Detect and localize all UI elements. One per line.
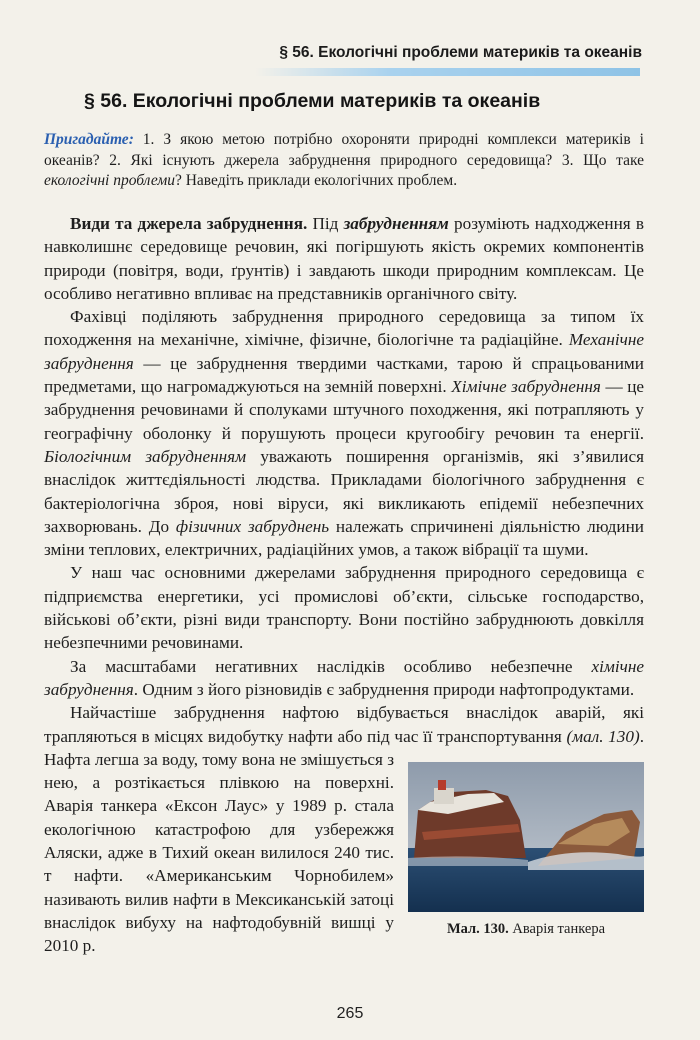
recall-text-1: 1. З якою метою потрібно охороняти природні комплекси материків і океанів? 2. Які існують джерела забруднення природного середовища? 3. Що таке xyxy=(44,131,644,169)
figure-caption-text: Аварія танкера xyxy=(508,920,606,937)
paragraph-3: У наш час основними джерелами забруднення природного середовища є підприємства енергетики, усі промислові об’єкти, сільське господарство, військові об’єкти, різні види транспорту. Вони постійно забруднюють довкілля небезпечними речовинами. xyxy=(44,563,644,653)
recall-questions xyxy=(44,130,644,192)
figure-label: Мал. 130. xyxy=(446,920,509,937)
term-biological: Біологічним забрудненням xyxy=(44,446,247,466)
term-physical: фізичних забруднень xyxy=(175,516,330,536)
section-title: § 56. Екологічні проблеми материків та океанів xyxy=(84,90,541,112)
header-accent-bar xyxy=(255,68,640,76)
subheading-pollution-types: Види та джерела забруднення. xyxy=(70,214,308,233)
term-mechanical: Механічне забруднення xyxy=(44,330,644,373)
figure-130 xyxy=(408,748,644,938)
figure-caption xyxy=(408,918,644,941)
paragraph-4: За масштабами негативних наслідків особливо небезпечне хімічне забруднення. Одним з його різновидів є забруднення природи нафтопродуктами. xyxy=(44,656,644,699)
term-pollution: забрудненням xyxy=(343,214,449,233)
body-text xyxy=(44,212,644,958)
recall-label: Пригадайте: xyxy=(44,131,134,148)
paragraph-1: Види та джерела забруднення. Під забрудненням розуміють надходження в навколишнє середовище речовин, які погіршують якість окремих компонентів природи (повітря, води, ґрунтів) і завдають шкоди природним комплексам. Це особливо негативно впливає на представників органічного світу. xyxy=(44,214,645,303)
page-number: 265 xyxy=(336,1005,364,1022)
running-head: § 56. Екологічні проблеми материків та океанів xyxy=(279,44,642,61)
term-chemical-pollution: хімічне забруднення xyxy=(44,656,644,699)
tanker-wreck-photo xyxy=(408,762,644,912)
recall-term: екологічні проблеми xyxy=(44,172,175,189)
paragraph-5: Найчастіше забруднення нафтою відбувається внаслідок аварій, які трапляються в місцях видобутку нафти або під час її транспортування (мал. 130) Мал. 130. Аварія танкера . Нафта легша за воду, тому вона не змішується з нею, а розтікається плівкою на поверхні. Аварія танкера «Ексон Лаус» у 1989 р. стала екологічною катастрофою для узбережжя Аляски, адже в Тихий океан вилилося 240 тис. т нафти. «Американським Чорнобилем» називають вилив нафти в Мексиканській затоці внаслідок вибуху на нафтодобувній вишці у 2010 р. xyxy=(44,703,644,956)
term-chemical: Хімічне забруднення xyxy=(451,377,601,397)
recall-text-2: ? Наведіть приклади екологічних проблем. xyxy=(174,172,458,189)
paragraph-2: Фахівці поділяють забруднення природного середовища за типом їх походження на механічне, хімічне, фізичне, біологічне та радіаційне. Механічне забруднення — це забруднення твердими частками, тарою й спрацьованими предметами, що нагромаджуються на земній поверхні. Хімічне забруднення — це забруднення речовинами й сполуками штучного походження, які потрапляють у географічну оболонку й порушують процеси кругообігу речовин та енергії. Біологічним забрудненням уважають поширення організмів, які з’явилися внаслідок життєдіяльності людства. Прикладами біологічного забруднення є бактеріологічна зброя, нові віруси, які викликають епідемії небезпечних захворювань. До фізичних забруднень належать спричинені діяльністю людини зміни теплових, електричних, радіаційних умов, а також вібрації та шуми. xyxy=(44,307,645,560)
figure-reference: (мал. 130) xyxy=(566,726,640,746)
